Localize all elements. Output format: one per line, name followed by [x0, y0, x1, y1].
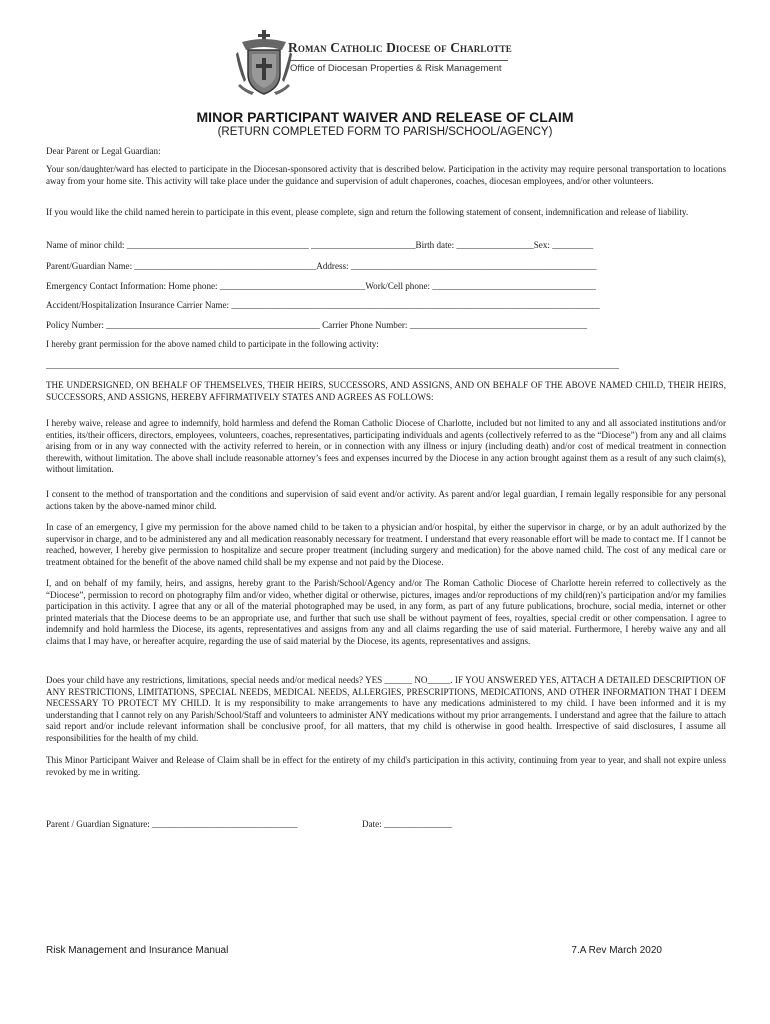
- header-rule: [288, 60, 508, 61]
- permission-statement: I hereby grant permission for the above named child to participate in the following activity:: [46, 339, 379, 349]
- footer-revision: 7.A Rev March 2020: [571, 945, 662, 956]
- effect-paragraph: This Minor Participant Waiver and Release of Claim shall be in effect for the entirety of my child's participation in this activity, continuing from year to year, and shall not expire unless revoked by me in writing.: [46, 755, 726, 777]
- org-name: Roman Catholic Diocese of Charlotte: [288, 40, 512, 55]
- emergency-contact-field[interactable]: Emergency Contact Information: Home phone: ________________________________Work/Cell phone: ____________________________________: [46, 281, 596, 291]
- guardian-field[interactable]: Parent/Guardian Name: ________________________________________Address: ______________________________________________________: [46, 261, 597, 271]
- activity-field[interactable]: ______________________________________________________________________________________________________________________________: [46, 360, 619, 370]
- restrictions-paragraph: Does your child have any restrictions, limitations, special needs and/or medical needs? YES ______ NO_____. IF YOU ANSWERED YES, ATTACH A DETAILED DESCRIPTION OF ANY RESTRICTIONS, LIMITATIONS, SPECIAL NEEDS, MEDICAL NEEDS, ALLERGIES, PRESCRIPTIONS, MEDICATIONS, AND OTHER INFORMATION THAT I DEEM NECESSARY TO PROTECT MY CHILD. It is my responsibility to make arrangements to have any medications administered to my child. I have been informed and it is my understanding that I cannot rely on any Parish/School/Staff and volunteers to administer ANY medications without my prior arrangements. I understand and agree that the failure to attach said report and/or include relevant information shall be conclusive proof, for all matters, that my child is otherwise in good health. Irrespective of said disclosures, I assume all responsibilities for the health of my child.: [46, 675, 726, 743]
- date-field[interactable]: Date: _______________: [362, 819, 453, 829]
- undersigned-paragraph: THE UNDERSIGNED, ON BEHALF OF THEMSELVES, THEIR HEIRS, SUCCESSORS, AND ASSIGNS, AND ON BEHALF OF THE ABOVE NAMED CHILD, THEIR HEIRS, SUCCESSORS, AND ASSIGNS, HEREBY AFFIRMATIVELY STATES AND AGREES AS FOLLOWS:: [46, 380, 726, 402]
- transport-paragraph: I consent to the method of transportation and the conditions and supervision of said event and/or activity. As parent and/or legal guardian, I remain legally responsible for any personal actions taken by the above-named minor child.: [46, 489, 726, 511]
- letterhead: [232, 28, 522, 98]
- signature-field[interactable]: Parent / Guardian Signature: ________________________________: [46, 819, 298, 829]
- instruction-paragraph: If you would like the child named herein to participate in this event, please complete, sign and return the following statement of consent, indemnification and release of liability.: [46, 207, 689, 217]
- minor-child-field[interactable]: Name of minor child: ________________________________________ _______________________Birth date: _________________Sex: _________: [46, 240, 594, 250]
- office-name: Office of Diocesan Properties & Risk Management: [290, 63, 502, 74]
- emergency-paragraph: In case of an emergency, I give my permission for the above named child to be taken to a physician and/or hospital, by either the supervisor in charge, or by an adult authorized by the supervisor in charge, and to be administered any and all medication reasonably necessary for treatment. I understand that every reasonable effort will be made to contact me. If I cannot be reached, however, I hereby give permission to hospitalize and secure proper treatment (including surgery and medication) for the above named child. The cost of any medical care or treatment obtained for the benefit of the above named child shall be my expense and not paid by the Diocese.: [46, 522, 726, 567]
- form-title: MINOR PARTICIPANT WAIVER AND RELEASE OF CLAIM: [196, 109, 574, 125]
- footer-manual: Risk Management and Insurance Manual: [46, 945, 229, 956]
- policy-number-field[interactable]: Policy Number: _______________________________________________ Carrier Phone Number: _______________________________________: [46, 320, 588, 330]
- waiver-paragraph: I hereby waive, release and agree to indemnify, hold harmless and defend the Roman Catholic Diocese of Charlotte, included but not limited to any and all associated institutions and/or entities, its/their officers, directors, employees, volunteers, coaches, representatives, participating individuals and agents (collectively referred to as the “Diocese”) from any and all claims arising from or in any way connected with the activity referred to herein, or in connection with any illness or injury (including death) and/or cost of medical treatment in connection therewith, without limitation. The above shall include reasonable attorney’s fees and expenses incurred by the Diocese in any action brought against them as a result of any such claim(s), without limitation.: [46, 418, 726, 474]
- form-subtitle: (RETURN COMPLETED FORM TO PARISH/SCHOOL/AGENCY): [217, 126, 553, 138]
- intro-paragraph: Your son/daughter/ward has elected to participate in the Diocesan-sponsored activity that is described below. Participation in the activity may require personal transportation to locations away from your home site. This activity will take place under the guidance and supervision of adult chaperones, coaches, diocesan employees, and/or other volunteers.: [46, 164, 726, 186]
- diocese-crest-icon: [232, 28, 296, 98]
- insurance-carrier-field[interactable]: Accident/Hospitalization Insurance Carrier Name: _________________________________________________________________________________: [46, 300, 600, 310]
- salutation: Dear Parent or Legal Guardian:: [46, 146, 161, 156]
- media-paragraph: I, and on behalf of my family, heirs, and assigns, hereby grant to the Parish/School/Agency and/or The Roman Catholic Diocese of Charlotte herein referred to collectively as the “Diocese”, permission to record on photography film and/or video, whether digital or otherwise, pictures, images and/or reproductions of my child(ren)’s participation and/or my families participation in this activity. I agree that any or all of the material photographed may be used, in any form, as part of any future publications, brochure, social media, internet or other printed materials that the Diocese deems to be an appropriate use, and further that such use shall be without payment of fees, royalties, special credit or other compensation. I agree to indemnify and hold harmless the Diocese, its agents, representatives and assigns from any and all claims regarding the use of said material. Furthermore, I hereby waive any and all claims that I may have, or hereafter acquire, regarding the use of said material by the Diocese, its agents, representatives and assigns.: [46, 578, 726, 646]
